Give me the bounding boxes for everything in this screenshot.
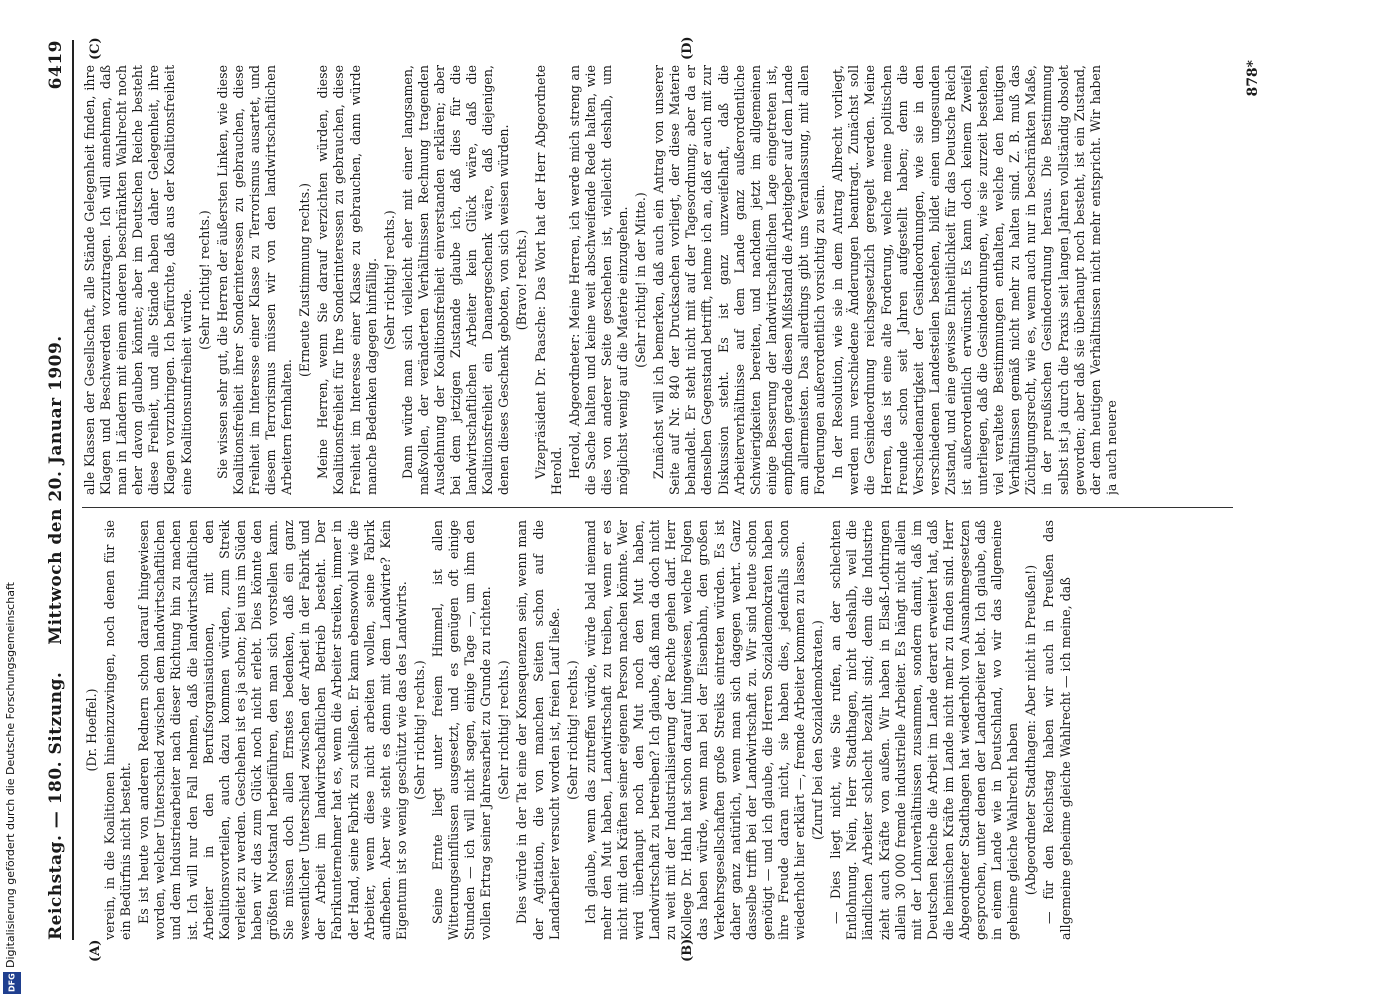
header-page-number: 6419	[46, 40, 66, 90]
interjection: (Abgeordneter Stadthagen: Aber nicht in Preußen!)	[1023, 564, 1039, 896]
paragraph: — Dies liegt nicht, wie Sie rufen, an der schlechten Entlohnung. Nein, Herr Stadthagen, nicht deshalb, weil die ländlichen Arbeiter schlecht bezahlt sind; denn die Industrie zieht auch Kräfte von außen. Wir haben in Elsaß-Lothringen allein 30 000 fremde industrielle Arbeiter. Es hängt nicht allein mit der Lohnverhältnissen zusammen, sondern damit, daß im Deutschen Reiche die Arbeit im Lande derart erweitert hat, daß die heimischen Kräfte im Lande nicht mehr zu finden sind. Herr Abgeordneter Stadthagen hat wiederholt von Ausnahmegesetzen gesprochen, unter denen der Landarbeiter lebt. Ich glaube, daß in einem Lande wie in Deutschland, wo wir das allgemeine geheime gleiche Wahlrecht haben	[828, 520, 1021, 940]
interjection: (Erneute Zustimmung rechts.)	[297, 183, 313, 377]
interjection: (Sehr richtig! rechts.)	[196, 210, 212, 350]
interjection: (Sehr richtig! rechts.)	[411, 660, 427, 800]
margin-letter-a: (A)	[88, 939, 103, 962]
paragraph: Herold, Abgeordneter: Meine Herren, ich werde mich streng an die Sache halten und keine weit abschweifende Rede halten, wie dies von anderer Seite geschehen ist, vielleicht deshalb, um möglichst wenig auf die Materie einzugehen.	[566, 65, 630, 495]
left-column	[82, 520, 1233, 940]
sheet-signature: 878*	[1245, 60, 1261, 97]
paragraph: Dies würde in der Tat eine der Konsequenzen sein, wenn man der Agitation, die von manchen Seiten schon auf die Landarbeiter versucht worden ist, freien Lauf ließe.	[514, 520, 562, 940]
interjection: (Bravo! rechts.)	[514, 229, 530, 331]
paragraph: Meine Herren, wenn Sie darauf verzichten würden, diese Koalitionsfreiheit für Ihre Sonderinteressen zu gebrauchen, diese Freiheit im Interesse einer Klasse zu gebrauchen, dann würde manche Bedenken dagegen hinfällig.	[315, 65, 379, 495]
paragraph: Es ist heute von anderen Rednern schon darauf hingewiesen worden, welcher Unterschied zwischen dem landwirtschaftlichen und dem Industriearbeiter nach dieser Richtung hin zu machen ist. Ich will nur den Fall nehmen, daß die landwirtschaftlichen Arbeiter in den Berufsorganisationen, mit den Koalitionsvorteilen, auch dazu kommen würden, zum Streik verleitet zu werden. Geschehen ist es ja schon; bei uns im Süden haben wir das zum Glück noch nicht erlebt. Dies könnte den größten Notstand herbeiführen, den man sich vorstellen kann. Sie müssen doch allen Ernstes bedenken, daß ein ganz wesentlicher Unterschied zwischen der Arbeit in der Fabrik und der Arbeit im landwirtschaftlichen Betrieb besteht. Der Fabrikunternehmer hat es, wenn die Arbeiter streiken, immer in der Hand, seine Fabrik zu schließen. Er kann ebensowohl wie die Arbeiter, wenn diese nicht arbeiten wollen, seine Fabrik aufheben. Aber wie steht es denn mit dem Landwirte? Kein Eigentum ist so wenig geschützt wie das des Landwirts.	[136, 520, 409, 940]
speaker-header: (Dr. Hoeffel.)	[84, 688, 99, 772]
right-column	[82, 65, 1233, 495]
margin-letter-c: (C)	[88, 37, 103, 60]
digitization-credit	[0, 0, 26, 1000]
dfg-logo-icon: DFG	[3, 972, 21, 994]
margin-letter-b: (B)	[680, 938, 695, 962]
paragraph: — für den Reichstag haben wir auch in Preußen das allgemeine geheime gleiche Wahlrecht — ich meine, daß	[1041, 520, 1073, 940]
paragraph: Dann würde man sich vielleicht eher mit einer langsamen, maßvollen, der veränderten Verhältnissen Rechnung tragenden Ausdehnung der Koalitionsfreiheit einverstanden erklären; aber bei dem jetzigen Zustande glaube ich, daß dies für die landwirtschaftlichen Arbeiter kein Glück wäre, daß die Koalitionsfreiheit ein Danaergeschenk wäre, daß diejenigen, denen dieses Geschenk geboten, von sich weisen würden.	[399, 65, 512, 495]
interjection: (Zuruf bei den Sozialdemokraten.)	[810, 620, 826, 840]
column-divider	[82, 507, 1233, 508]
paragraph: verein, in die Koalitionen hineinzuzwingen, noch denen für sie ein Bedürfnis nicht besteht.	[102, 520, 134, 940]
paragraph: Seine Ernte liegt unter freiem Himmel, ist allen Witterungseinflüssen ausgesetzt, und es genügen oft einige Stunden — ich will nicht sagen, einige Tage —, um ihm den vollen Ertrag seiner Jahresarbeit zu Grunde zu richten.	[429, 520, 494, 940]
margin-letter-d: (D)	[680, 36, 695, 60]
header-session: Reichstag. — 180. Sitzung.	[46, 671, 66, 940]
chair-announcement: Vizepräsident Dr. Paasche: Das Wort hat der Herr Abgeordnete Herold.	[532, 65, 564, 495]
page-header	[42, 40, 74, 940]
credit-text: Digitalisierung gefördert durch die Deutsche Forschungsgemeinschaft	[4, 582, 17, 968]
paragraph: Zunächst will ich bemerken, daß auch ein Antrag von unserer Seite auf Nr. 840 der Drucksachen vorliegt, der diese Materie behandelt. Er steht nicht mit auf der Tagesordnung; aber da er denselben Gegenstand betrifft, nehme ich an, daß er auch mit zur Diskussion steht. Es ist ganz unzweifelhaft, daß die Arbeiterverhältnisse auf dem Lande ganz außerordentliche Schwierigkeiten bereiten, und nachdem jetzt im allgemeinen einige Besserung der landwirtschaftlichen Lage eingetreten ist, empfinden gerade diesen Mißstand die Arbeitgeber auf dem Lande am allermeisten. Das allerdings gibt uns Veranlassung, mit allen Forderungen außerordentlich vorsichtig zu sein.	[651, 65, 828, 495]
interjection: (Sehr richtig! in der Mitte.)	[633, 192, 649, 368]
header-date: Mittwoch den 20. Januar 1909.	[46, 335, 66, 645]
paragraph: In der Resolution, wie sie in dem Antrag Albrecht vorliegt, werden nun verschiedene Änderungen beantragt. Zunächst soll die Gesindeordnung reichsgesetzlich geregelt werden. Meine Herren, das ist eine alte Forderung, welche meine politischen Freunde schon seit Jahren aufgestellt haben; denn die Verschiedenartigkeit der Gesindeordnungen, wie sie in den verschiedenen Landesteilen bestehen, bildet einen ungesunden Zustand, und eine gewisse Einheitlichkeit für das Deutsche Reich ist außerordentlich erwünscht. Es kann doch keinem Zweifel unterliegen, daß die Gesindeordnungen, wie sie zurzeit bestehen, viel veraltete Bestimmungen enthalten, welche den heutigen Verhältnissen gemäß nicht mehr zu halten sind. Z. B. muß das Züchtigungsrecht, wie es, wenn auch nur in beschränkten Maße, in der preußischen Gesindeordnung heraus. Die Bestimmung selbst ist ja durch die Praxis seit langen Jahren vollständig obsolet geworden; aber daß sie überhaupt noch besteht, ist ein Zustand, der dem heutigen Verhältnissen nicht mehr entspricht. Wir haben ja auch neuere	[830, 65, 1119, 495]
paragraph: Ich glaube, wenn das zutreffen würde, würde bald niemand mehr den Mut haben, Landwirtschaft zu treiben, wenn er es nicht mit den Kräften seiner eigenen Person machen könnte. Wer wird überhaupt noch den Mut noch den Mut haben, Landwirtschaft zu betreiben? Ich glaube, daß man da doch nicht zu weit mit der Industrialisierung der Rechte gehen darf. Herr Kollege Dr. Hahn hat schon darauf hingewiesen, welche Folgen das haben würde, wenn man bei der Eisenbahn, den großen Verkehrsgesellschaften große Streiks eintreten würden. Es ist daher ganz natürlich, wenn man sich dagegen wehrt. Ganz dasselbe trifft bei der Landwirtschaft zu. Wir sind heute schon genötigt — und ich glaube, die Herren Sozialdemokraten haben ihre Freude daran nicht, sie haben dies, jedenfalls schon wiederholt hier erklärt —, fremde Arbeiter kommen zu lassen.	[582, 520, 808, 940]
paragraph: Sie wissen sehr gut, die Herren der äußersten Linken, wie diese Koalitionsfreiheit ihrer Sonderinteressen zu gebrauchen, diese Freiheit im Interesse einer Klasse zu Terrorismus ausartet, und diesem Terrorismus müssen wir von den landwirtschaftlichen Arbeitern fernhalten.	[214, 65, 295, 495]
paragraph: alle Klassen der Gesellschaft, alle Stände Gelegenheit finden, ihre Klagen und Beschwerden vorzutragen. Ich will annehmen, daß man in Ländern mit einem anderen beschränkten Wahlrecht noch eher davon glauben könnte; aber im Deutschen Reiche besteht diese Freiheit, und alle Stände haben daher Gelegenheit, ihre Klagen vorzubringen. Ich befürchte, daß aus der Koalitionsfreiheit eine Koalitionsunfreiheit würde.	[82, 65, 194, 495]
interjection: (Sehr richtig! rechts.)	[381, 210, 397, 350]
interjection: (Sehr richtig! rechts.)	[496, 660, 512, 800]
interjection: (Sehr richtig! rechts.)	[564, 660, 580, 800]
